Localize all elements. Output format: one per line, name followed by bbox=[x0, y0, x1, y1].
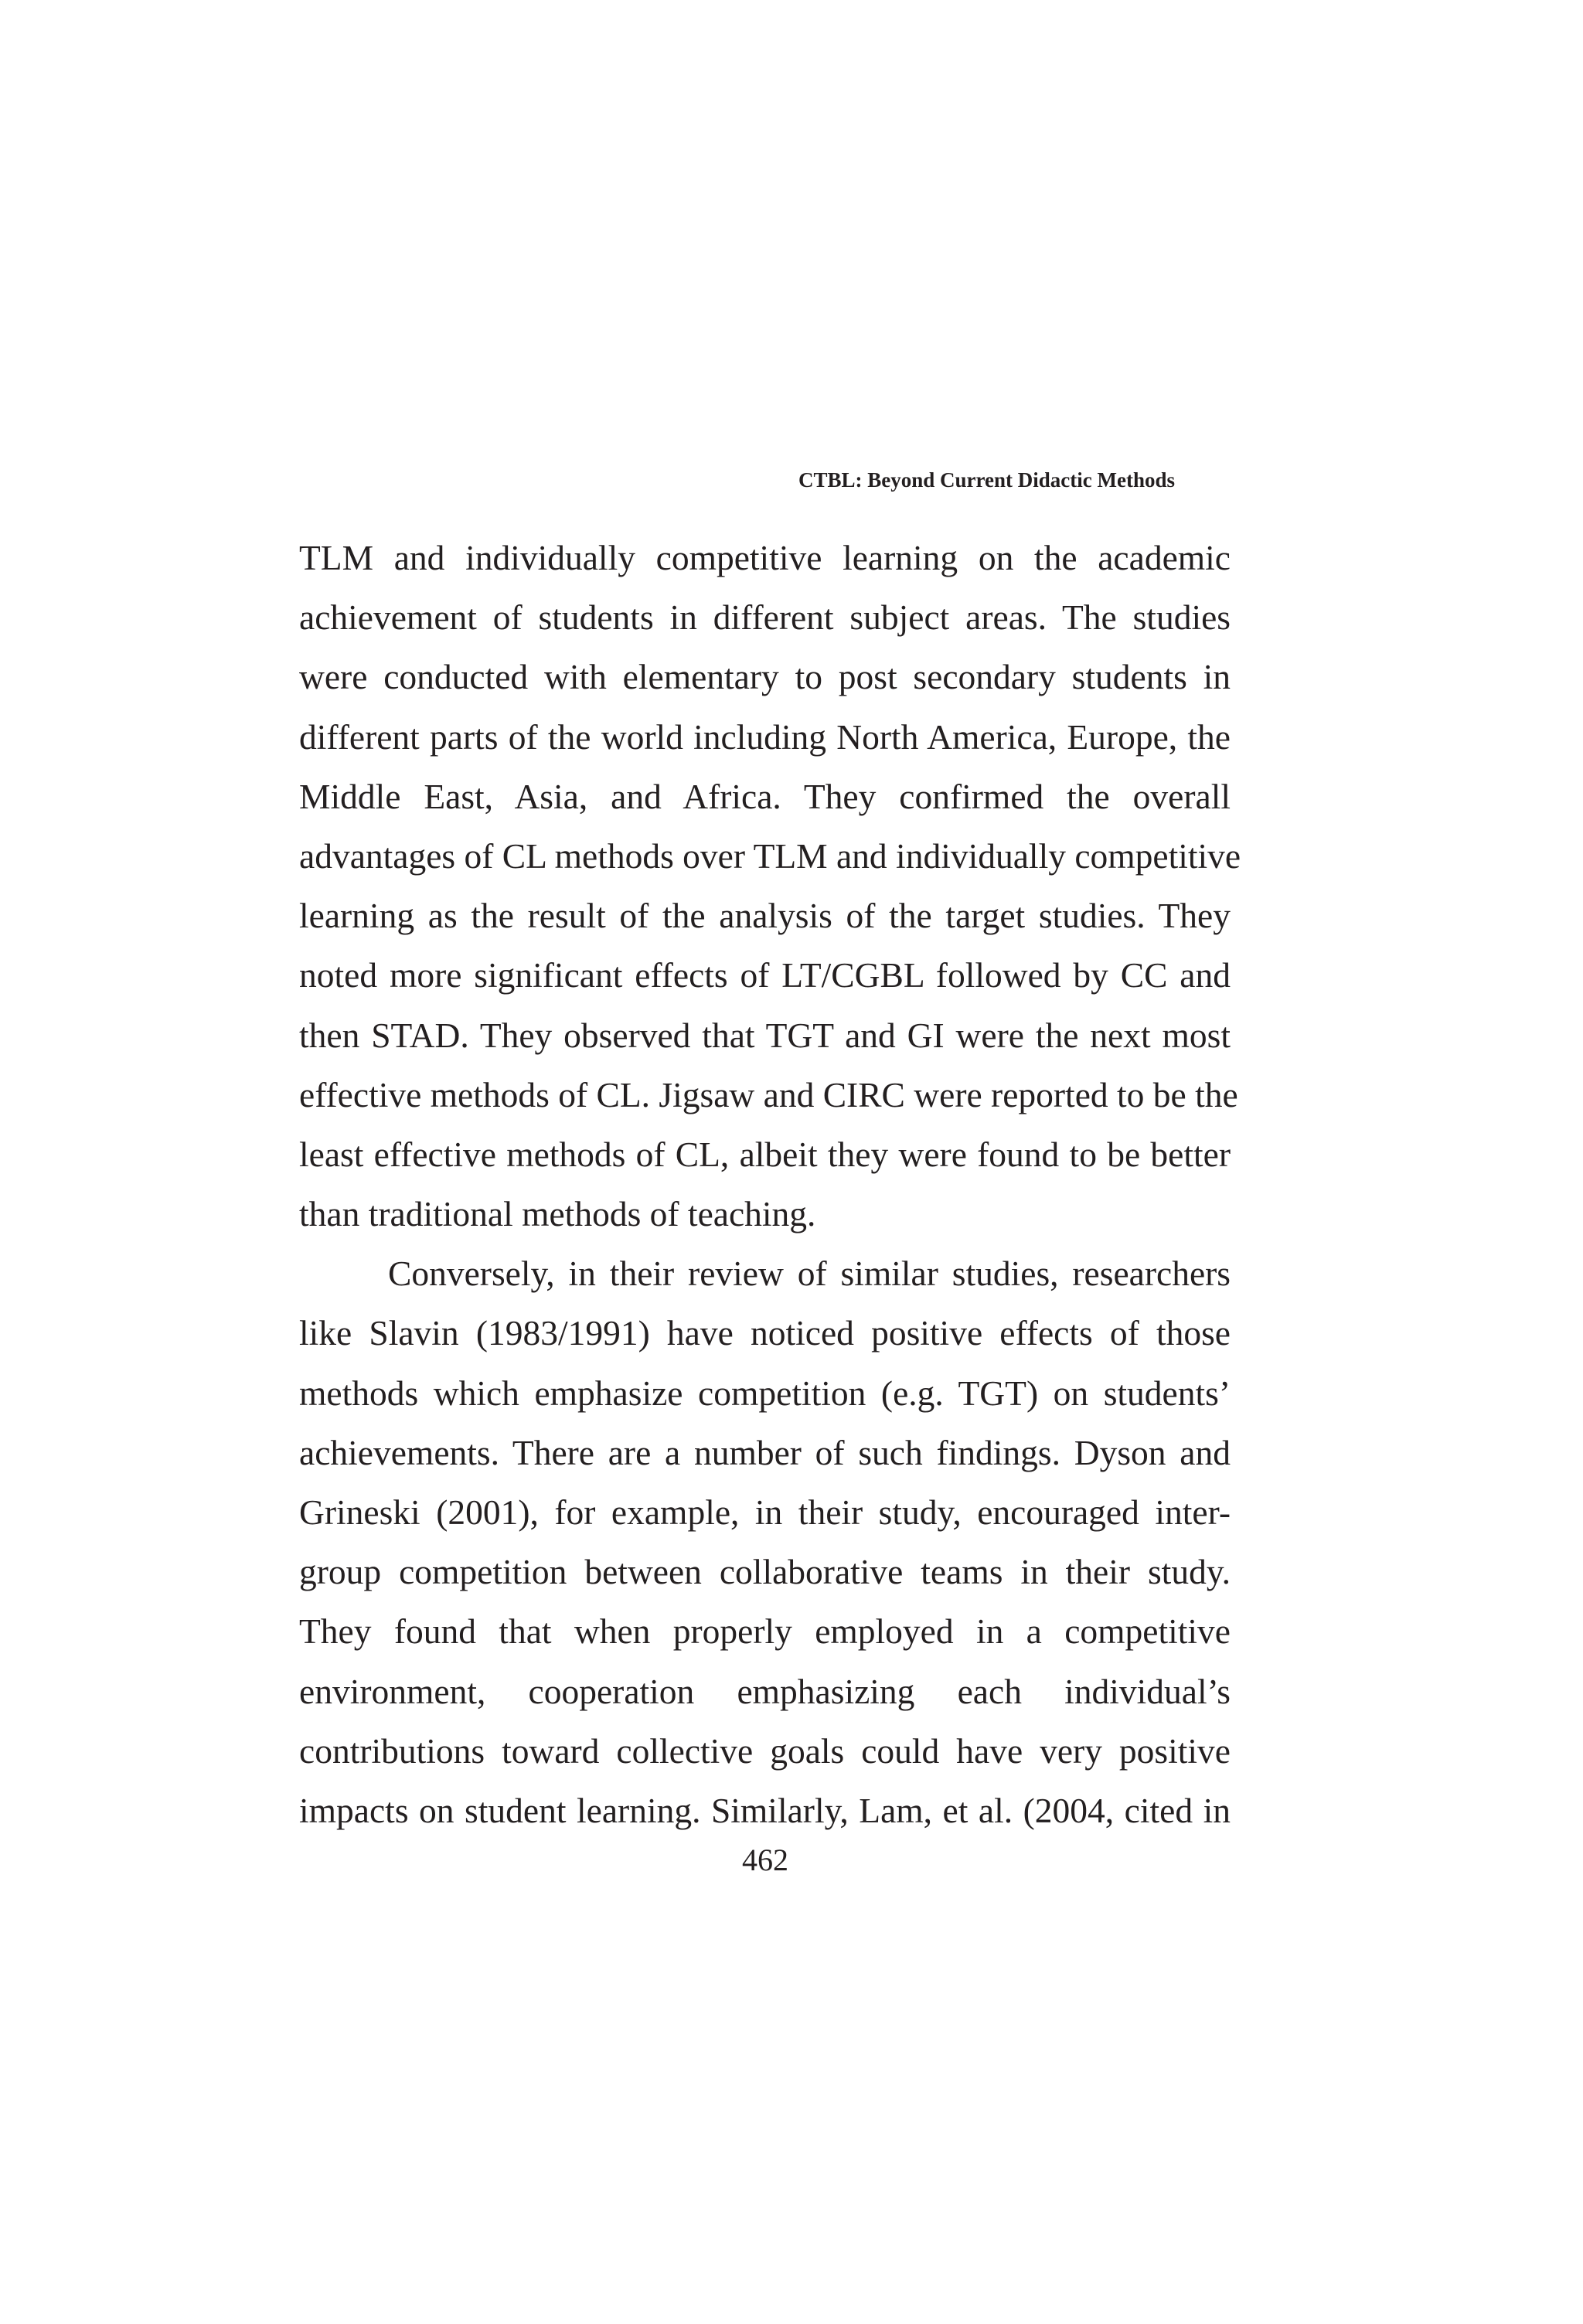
text-line: least effective methods of CL, albeit they were found to be better bbox=[299, 1134, 1231, 1174]
text-line: They found that when properly employed in a competitive bbox=[299, 1611, 1231, 1652]
text-line: different parts of the world including North America, Europe, the bbox=[299, 716, 1231, 757]
text-line: achievements. There are a number of such findings. Dyson and bbox=[299, 1432, 1231, 1472]
paragraph-1 bbox=[299, 533, 1241, 1249]
text-line: achievement of students in different subject areas. The studies bbox=[299, 597, 1231, 638]
text-line: like Slavin (1983/1991) have noticed positive effects of those bbox=[299, 1313, 1231, 1353]
text-line: impacts on student learning. Similarly, Lam, et al. (2004, cited in bbox=[299, 1790, 1231, 1830]
text-line: effective methods of CL. Jigsaw and CIRC were reported to be the bbox=[299, 1074, 1238, 1114]
page-number: 462 bbox=[742, 1843, 788, 1877]
body-text bbox=[299, 533, 1241, 1846]
text-line: group competition between collaborative teams in their study. bbox=[299, 1552, 1231, 1592]
text-line: learning as the result of the analysis of the target studies. They bbox=[299, 896, 1231, 936]
text-line: than traditional methods of teaching. bbox=[299, 1194, 816, 1234]
text-line: were conducted with elementary to post secondary students in bbox=[299, 657, 1231, 697]
running-head: CTBL: Beyond Current Didactic Methods bbox=[798, 468, 1175, 492]
text-line: then STAD. They observed that TGT and GI were the next most bbox=[299, 1015, 1231, 1055]
text-line: advantages of CL methods over TLM and individually competitive bbox=[299, 835, 1241, 876]
text-line: noted more significant effects of LT/CGBL followed by CC and bbox=[299, 955, 1231, 995]
text-line: TLM and individually competitive learning on the academic bbox=[299, 538, 1231, 577]
text-line: Conversely, in their review of similar studies, researchers bbox=[388, 1254, 1231, 1294]
text-line: methods which emphasize competition (e.g. TGT) on students’ bbox=[299, 1373, 1231, 1413]
text-line: contributions toward collective goals could have very positive bbox=[299, 1730, 1231, 1771]
paragraph-2 bbox=[299, 1249, 1231, 1846]
text-line: Middle East, Asia, and Africa. They confirmed the overall bbox=[299, 776, 1231, 816]
text-line: Grineski (2001), for example, in their study, encouraged inter- bbox=[299, 1492, 1231, 1532]
text-line: environment, cooperation emphasizing each individual’s bbox=[299, 1671, 1231, 1711]
